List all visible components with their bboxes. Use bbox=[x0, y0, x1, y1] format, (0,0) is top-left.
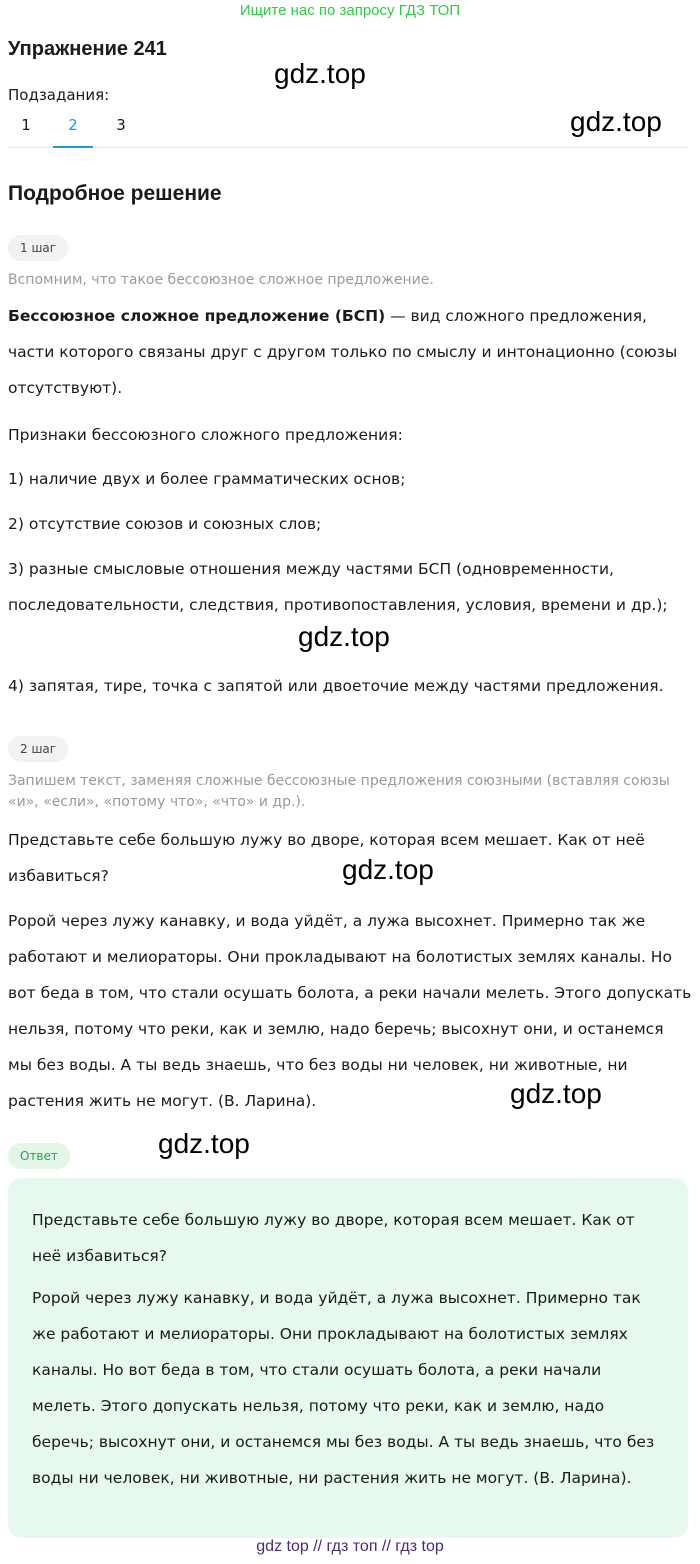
sign-item: 4) запятая, тире, точка с запятой или двоеточие между частями предложения. bbox=[8, 677, 664, 695]
text-paragraph: Представьте себе большую лужу во дворе, которая всем мешает. Как от неё избавиться? bbox=[8, 831, 645, 885]
answer-paragraph: Представьте себе большую лужу во дворе, которая всем мешает. Как от неё избавиться? bbox=[32, 1211, 635, 1265]
tab-subtask-2[interactable]: 2 bbox=[53, 116, 93, 148]
definition-term: Бессоюзное сложное предложение (БСП) bbox=[8, 307, 386, 325]
tab-subtask-3[interactable]: 3 bbox=[116, 116, 126, 134]
watermark: gdz.top bbox=[274, 58, 366, 89]
step-hint: Запишем текст, заменяя сложные бессоюзные предложения союзными (вставляя союзы «и», «если», «потому что», «что» и др.). bbox=[8, 773, 670, 810]
watermark: gdz.top bbox=[158, 1128, 250, 1159]
search-banner: Ищите нас по запросу ГДЗ ТОП bbox=[239, 2, 461, 19]
watermark: gdz.top bbox=[570, 106, 662, 137]
watermark: gdz.top bbox=[342, 854, 434, 885]
step-badge: 1 шаг bbox=[8, 235, 68, 261]
sign-item: 1) наличие двух и более грамматических основ; bbox=[8, 470, 406, 488]
footer-links: gdz top // гдз топ // гдз top bbox=[256, 1538, 444, 1555]
signs-title: Признаки бессоюзного сложного предложения: bbox=[8, 426, 403, 444]
step-hint: Вспомним, что такое бессоюзное сложное предложение. bbox=[8, 272, 434, 288]
step-badge: 2 шаг bbox=[8, 736, 68, 762]
exercise-title: Упражнение 241 bbox=[8, 38, 167, 60]
text-paragraph: Ророй через лужу канавку, и вода уйдёт, а лужа высохнет. Примерно так же работают и мелиораторы. Они прокладывают на болотистых землях каналы. Но вот беда в том, что стали осушать болота, а реки начали мелеть. Этого допускать нельзя, потому что реки, как и землю, надо беречь; высохнут они, и останемся мы без воды. А ты ведь знаешь, что без воды ни человек, ни животные, ни растения жить не могут. (В. Ларина). bbox=[8, 912, 692, 1110]
definition-paragraph bbox=[8, 298, 692, 406]
sign-item: 3) разные смысловые отношения между частями БСП (одновременности, последовательности, следствия, противопоставления, условия, времени и др.); bbox=[8, 560, 668, 614]
watermark: gdz.top bbox=[298, 621, 390, 652]
subtasks-label: Подзадания: bbox=[8, 86, 110, 104]
sign-item: 2) отсутствие союзов и союзных слов; bbox=[8, 515, 322, 533]
answer-badge: Ответ bbox=[8, 1143, 70, 1169]
watermark: gdz.top bbox=[510, 1078, 602, 1109]
definition-text: — вид сложного предложения, части которого связаны друг с другом только по смыслу и интонационно (союзы отсутствуют). bbox=[8, 307, 678, 397]
tab-subtask-1[interactable]: 1 bbox=[21, 116, 31, 134]
solution-title: Подробное решение bbox=[8, 182, 222, 205]
answer-paragraph: Ророй через лужу канавку, и вода уйдёт, а лужа высохнет. Примерно так же работают и мелиораторы. Они прокладывают на болотистых землях каналы. Но вот беда в том, что стали осушать болота, а реки начали мелеть. Этого допускать нельзя, потому что реки, как и землю, надо беречь; высохнут они, и останемся мы без воды. А ты ведь знаешь, что без воды ни человек, ни животные, ни растения жить не могут. (В. Ларина). bbox=[32, 1289, 655, 1487]
answer-box bbox=[8, 1178, 688, 1538]
